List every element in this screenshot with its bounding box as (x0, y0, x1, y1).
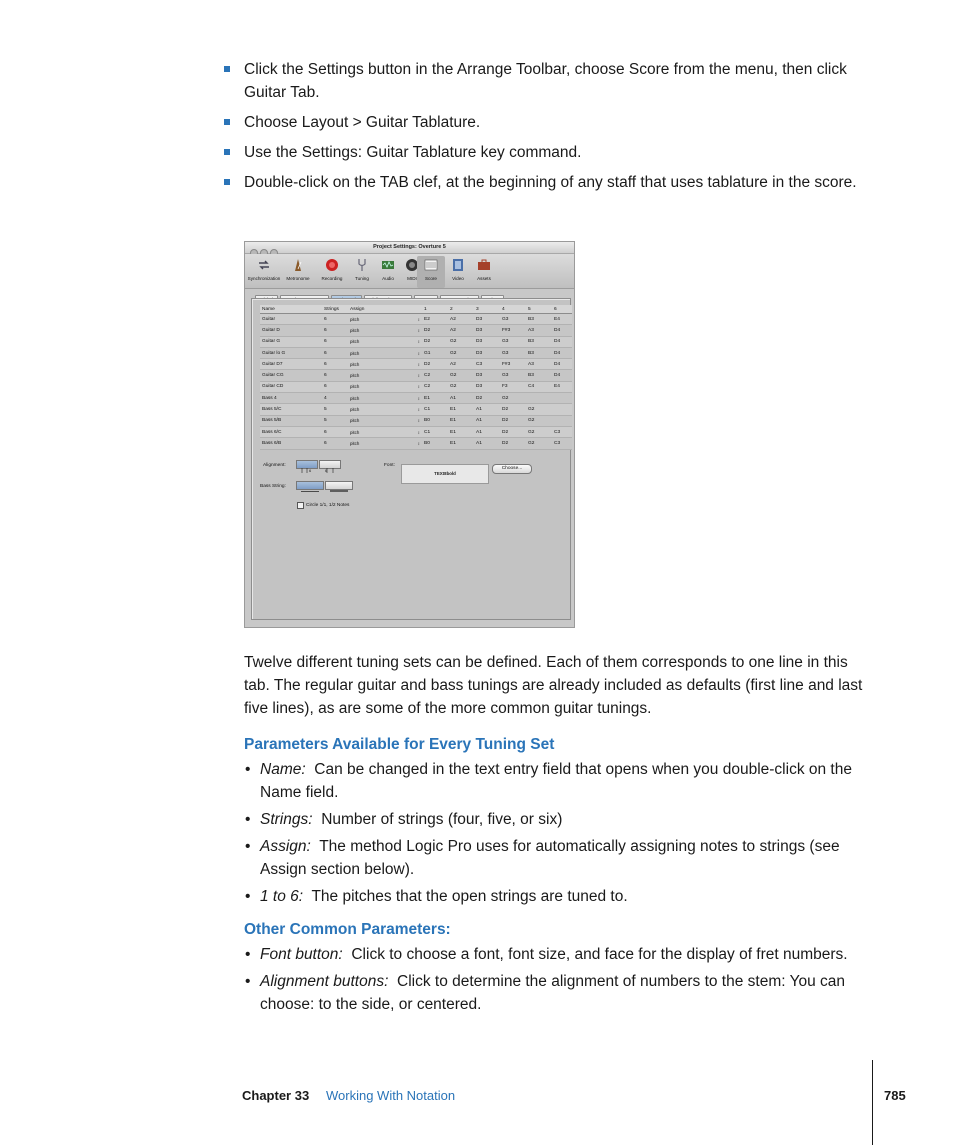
column-header: 1 (422, 305, 448, 314)
pitch-cell: D2 (500, 404, 526, 415)
toolbar-label: Tuning (355, 276, 369, 281)
pitch-cell: B0 (422, 415, 448, 426)
pitch-cell: A1 (474, 438, 500, 449)
square-bullet-icon (224, 149, 230, 155)
pitch-cell: C4 (526, 381, 552, 392)
pitch-cell: D2 (500, 415, 526, 426)
pitch-cell: D2 (474, 393, 500, 404)
svg-text:6: 6 (309, 468, 312, 473)
pitch-cell (552, 393, 572, 404)
param-text: Click to choose a font, font size, and face for the display of fret numbers. (351, 946, 848, 963)
column-header: Assign (348, 305, 410, 314)
pitch-cell: E4 (552, 314, 572, 325)
pitch-cell: D3 (474, 325, 500, 336)
audio-icon (381, 258, 395, 272)
pitch-cell: G2 (500, 393, 526, 404)
score-icon (424, 258, 438, 272)
pitch-cell: G3 (500, 314, 526, 325)
pitch-cell: G2 (526, 415, 552, 426)
sync-icon (257, 258, 271, 272)
strings-cell: 6 (322, 314, 348, 325)
pitch-cell: E1 (422, 393, 448, 404)
assign-cell: pitch (348, 393, 410, 404)
pitch-cell (552, 404, 572, 415)
toolbar-label: Recording (321, 276, 343, 281)
table-row[interactable] (260, 426, 572, 437)
pitch-cell (552, 415, 572, 426)
page-number: 785 (884, 1088, 906, 1103)
tab-side-icon (297, 467, 317, 474)
param-text: The method Logic Pro uses for automatically assigning notes to strings (see Assign section below). (260, 838, 840, 878)
assign-cell: pitch (348, 336, 410, 347)
pitch-cell: A3 (526, 325, 552, 336)
font-display-field: TEXt8bold (401, 464, 489, 484)
assign-cell: pitch (348, 370, 410, 381)
param-term: Alignment buttons: (260, 973, 389, 990)
strings-cell: 4 (322, 393, 348, 404)
list-item (244, 758, 874, 804)
pitch-cell: G3 (500, 347, 526, 358)
assign-cell: pitch (348, 438, 410, 449)
bass-string-label: Bass String: (260, 484, 286, 489)
tuning-name-cell: Guitar D (260, 325, 322, 336)
pitch-cell: E1 (448, 426, 474, 437)
pitch-cell: E2 (422, 314, 448, 325)
strings-cell: 6 (322, 426, 348, 437)
pitch-cell: C2 (422, 381, 448, 392)
pitch-cell: D3 (474, 381, 500, 392)
assign-popup-arrow-icon: ↕ (410, 438, 422, 449)
section-heading-tuning-parameters: Parameters Available for Every Tuning Set (244, 736, 555, 753)
param-term: 1 to 6: (260, 888, 304, 905)
strings-cell: 6 (322, 336, 348, 347)
toolbar-metronome[interactable] (281, 258, 315, 281)
choose-font-button[interactable]: Choose... (492, 464, 532, 474)
pitch-cell: E1 (448, 404, 474, 415)
pitch-cell: G2 (448, 347, 474, 358)
tuning-name-cell: Guitar CG (260, 370, 322, 381)
assign-cell: pitch (348, 381, 410, 392)
pitch-cell: A3 (526, 359, 552, 370)
strings-cell: 5 (322, 404, 348, 415)
tuning-fork-icon (355, 258, 369, 272)
table-row[interactable] (260, 370, 572, 381)
pitch-cell: F#3 (500, 325, 526, 336)
pitch-cell: A2 (448, 325, 474, 336)
font-label: Font: (384, 463, 395, 468)
pitch-cell: E4 (552, 381, 572, 392)
tuning-name-cell: Guitar CD (260, 381, 322, 392)
intro-bullet (222, 171, 862, 194)
bullet-dot-icon: • (245, 888, 251, 905)
table-row[interactable] (260, 393, 572, 404)
svg-text:6: 6 (325, 468, 328, 473)
square-bullet-icon (224, 119, 230, 125)
square-bullet-icon (224, 179, 230, 185)
pitch-cell: D4 (552, 325, 572, 336)
param-term: Strings: (260, 811, 313, 828)
bullet-dot-icon: • (245, 946, 251, 963)
pitch-cell: F3 (500, 381, 526, 392)
intro-bullet-text: Double-click on the TAB clef, at the beginning of any staff that uses tablature in the score. (244, 174, 857, 191)
table-row[interactable] (260, 404, 572, 415)
pitch-cell: A1 (448, 393, 474, 404)
pitch-cell: E1 (448, 415, 474, 426)
bass-string-option-1[interactable] (296, 481, 324, 490)
pitch-cell: D2 (422, 325, 448, 336)
bullet-dot-icon: • (245, 973, 251, 990)
footer-chapter-title: Working With Notation (326, 1088, 456, 1103)
assign-popup-arrow-icon: ↕ (410, 404, 422, 415)
table-row[interactable] (260, 347, 572, 358)
pitch-cell: B0 (422, 438, 448, 449)
tuning-table (260, 305, 572, 450)
circle-notes-label: Circle 1/1, 1/2 Notes (306, 503, 350, 508)
column-header: 3 (474, 305, 500, 314)
circle-notes-checkbox[interactable] (297, 502, 304, 509)
pitch-cell: B3 (526, 370, 552, 381)
pitch-cell: G3 (500, 336, 526, 347)
assign-popup-arrow-icon: ↕ (410, 347, 422, 358)
pitch-cell: A2 (448, 314, 474, 325)
param-term: Assign: (260, 838, 311, 855)
assign-cell: pitch (348, 314, 410, 325)
pitch-cell: B3 (526, 336, 552, 347)
column-header (410, 305, 422, 314)
toolbar-score[interactable] (417, 256, 445, 288)
assign-cell: pitch (348, 415, 410, 426)
intro-bullet (222, 111, 862, 134)
pitch-cell: D2 (422, 359, 448, 370)
toolbar-label: Metronome (286, 276, 310, 281)
assign-popup-arrow-icon: ↕ (410, 359, 422, 370)
pitch-cell: D4 (552, 359, 572, 370)
footer-chapter: Chapter 33 (242, 1088, 310, 1103)
project-settings-screenshot (244, 241, 575, 628)
intro-bullet (222, 58, 862, 104)
guitar-tab-panel (251, 298, 571, 620)
pitch-cell: A2 (448, 359, 474, 370)
pitch-cell: C1 (422, 426, 448, 437)
intro-bullet-text: Choose Layout > Guitar Tablature. (244, 114, 481, 131)
pitch-cell: D2 (422, 336, 448, 347)
pitch-cell: G3 (500, 370, 526, 381)
pitch-cell: A1 (474, 415, 500, 426)
strings-cell: 6 (322, 359, 348, 370)
pitch-cell: G2 (526, 404, 552, 415)
pitch-cell: C1 (422, 404, 448, 415)
pitch-cell: A1 (474, 426, 500, 437)
alignment-label: Alignment: (263, 463, 286, 468)
tuning-name-cell: Guitar G (260, 336, 322, 347)
intro-bullet-text: Click the Settings button in the Arrange Toolbar, choose Score from the menu, then click Guitar Tab. (244, 61, 847, 101)
metronome-icon (291, 258, 305, 272)
column-header: Name (260, 305, 322, 314)
toolbar-label: Score (424, 276, 437, 281)
param-text: Click to determine the alignment of numbers to the stem: You can choose: to the side, or centered. (260, 973, 846, 1013)
toolbar-assets[interactable] (469, 258, 499, 281)
assign-cell: pitch (348, 404, 410, 415)
assign-popup-arrow-icon: ↕ (410, 314, 422, 325)
settings-toolbar (245, 254, 574, 289)
intro-bullet-text: Use the Settings: Guitar Tablature key command. (244, 144, 582, 161)
tuning-name-cell: Bass 6/B (260, 438, 322, 449)
string-line-icon (297, 488, 323, 495)
pitch-cell: F#3 (500, 359, 526, 370)
tuning-name-cell: Guitar (260, 314, 322, 325)
column-header: 4 (500, 305, 526, 314)
assign-popup-arrow-icon: ↕ (410, 370, 422, 381)
tuning-name-cell: Bass 4 (260, 393, 322, 404)
pitch-cell: E1 (448, 438, 474, 449)
pitch-cell: D3 (474, 370, 500, 381)
list-item (244, 835, 874, 881)
pitch-cell: B3 (526, 314, 552, 325)
pitch-cell: D3 (474, 347, 500, 358)
list-item (244, 970, 874, 1016)
pitch-cell: D4 (552, 336, 572, 347)
table-row[interactable] (260, 314, 572, 325)
bullet-dot-icon: • (245, 811, 251, 828)
list-item (244, 808, 874, 831)
intro-bullet (222, 141, 862, 164)
record-icon (325, 258, 339, 272)
tab-center-icon (320, 467, 340, 474)
pitch-cell: D3 (474, 314, 500, 325)
bullet-dot-icon: • (245, 838, 251, 855)
tuning-name-cell: Guitar lo G (260, 347, 322, 358)
bass-string-option-2[interactable] (325, 481, 353, 490)
pitch-cell: G2 (448, 336, 474, 347)
toolbar-synchronization[interactable] (247, 258, 281, 281)
pitch-cell: C3 (552, 438, 572, 449)
param-text: Number of strings (four, five, or six) (321, 811, 563, 828)
assign-cell: pitch (348, 347, 410, 358)
table-row[interactable] (260, 359, 572, 370)
square-bullet-icon (224, 66, 230, 72)
window-titlebar (245, 242, 574, 254)
body-paragraph: Twelve different tuning sets can be defined. Each of them corresponds to one line in this tab. The regular guitar and bass tunings are already included as defaults (first line and last five lines), as are some of the more common guitar tunings. (244, 654, 863, 717)
tuning-name-cell: Bass 5/C (260, 404, 322, 415)
strings-cell: 6 (322, 347, 348, 358)
pitch-cell: D4 (552, 347, 572, 358)
pitch-cell: B3 (526, 347, 552, 358)
assign-popup-arrow-icon: ↕ (410, 426, 422, 437)
strings-cell: 6 (322, 438, 348, 449)
param-text: Can be changed in the text entry field that opens when you double-click on the Name field. (260, 761, 852, 801)
param-term: Name: (260, 761, 306, 778)
assign-cell: pitch (348, 359, 410, 370)
column-header: 6 (552, 305, 572, 314)
tuning-name-cell: Guitar D7 (260, 359, 322, 370)
assign-cell: pitch (348, 325, 410, 336)
toolbar-recording[interactable] (315, 258, 349, 281)
table-row[interactable] (260, 336, 572, 347)
tuning-name-cell: Bass 5/B (260, 415, 322, 426)
common-parameters-list (244, 943, 874, 1020)
pitch-cell: D4 (552, 370, 572, 381)
pitch-cell: D3 (474, 336, 500, 347)
table-header-row (260, 305, 572, 314)
column-header: 2 (448, 305, 474, 314)
tuning-name-cell: Bass 6/C (260, 426, 322, 437)
tuning-parameters-list (244, 758, 874, 912)
pitch-cell: D2 (500, 438, 526, 449)
assign-popup-arrow-icon: ↕ (410, 381, 422, 392)
column-header: Strings (322, 305, 348, 314)
pitch-cell: G1 (422, 347, 448, 358)
toolbar-label: Synchronization (247, 276, 281, 281)
toolbar-label: MIDI (407, 276, 417, 281)
intro-bullet-list (222, 58, 862, 201)
table-row[interactable] (260, 325, 572, 336)
strings-cell: 6 (322, 370, 348, 381)
strings-cell: 5 (322, 415, 348, 426)
assign-popup-arrow-icon: ↕ (410, 415, 422, 426)
assign-cell: pitch (348, 426, 410, 437)
toolbar-label: Assets (477, 276, 491, 281)
column-header: 5 (526, 305, 552, 314)
param-text: The pitches that the open strings are tuned to. (311, 888, 628, 905)
pitch-cell: A1 (474, 404, 500, 415)
window-title: Project Settings: Overture 5 (373, 244, 446, 250)
bullet-dot-icon: • (245, 761, 251, 778)
assign-popup-arrow-icon: ↕ (410, 393, 422, 404)
table-row[interactable] (260, 381, 572, 392)
strings-cell: 6 (322, 381, 348, 392)
double-string-line-icon (326, 488, 352, 495)
strings-cell: 6 (322, 325, 348, 336)
toolbar-label: Audio (382, 276, 394, 281)
align-side-button[interactable] (296, 460, 318, 473)
param-term: Font button: (260, 946, 343, 963)
pitch-cell: C3 (552, 426, 572, 437)
settings-tab-bar (255, 288, 506, 298)
pitch-cell (526, 393, 552, 404)
list-item (244, 885, 874, 908)
pitch-cell: C3 (474, 359, 500, 370)
list-item (244, 943, 874, 966)
assign-popup-arrow-icon: ↕ (410, 336, 422, 347)
briefcase-icon (477, 258, 491, 272)
pitch-cell: D2 (500, 426, 526, 437)
pitch-cell: G2 (448, 370, 474, 381)
pitch-cell: C2 (422, 370, 448, 381)
align-center-button[interactable] (319, 460, 341, 473)
section-heading-common-parameters: Other Common Parameters: (244, 921, 451, 938)
pitch-cell: G2 (448, 381, 474, 392)
footer-divider (872, 1060, 873, 1145)
toolbar-label: Video (452, 276, 464, 281)
assign-popup-arrow-icon: ↕ (410, 325, 422, 336)
video-icon (451, 258, 465, 272)
pitch-cell: G2 (526, 426, 552, 437)
table-row[interactable] (260, 415, 572, 426)
table-row[interactable] (260, 438, 572, 449)
pitch-cell: G2 (526, 438, 552, 449)
